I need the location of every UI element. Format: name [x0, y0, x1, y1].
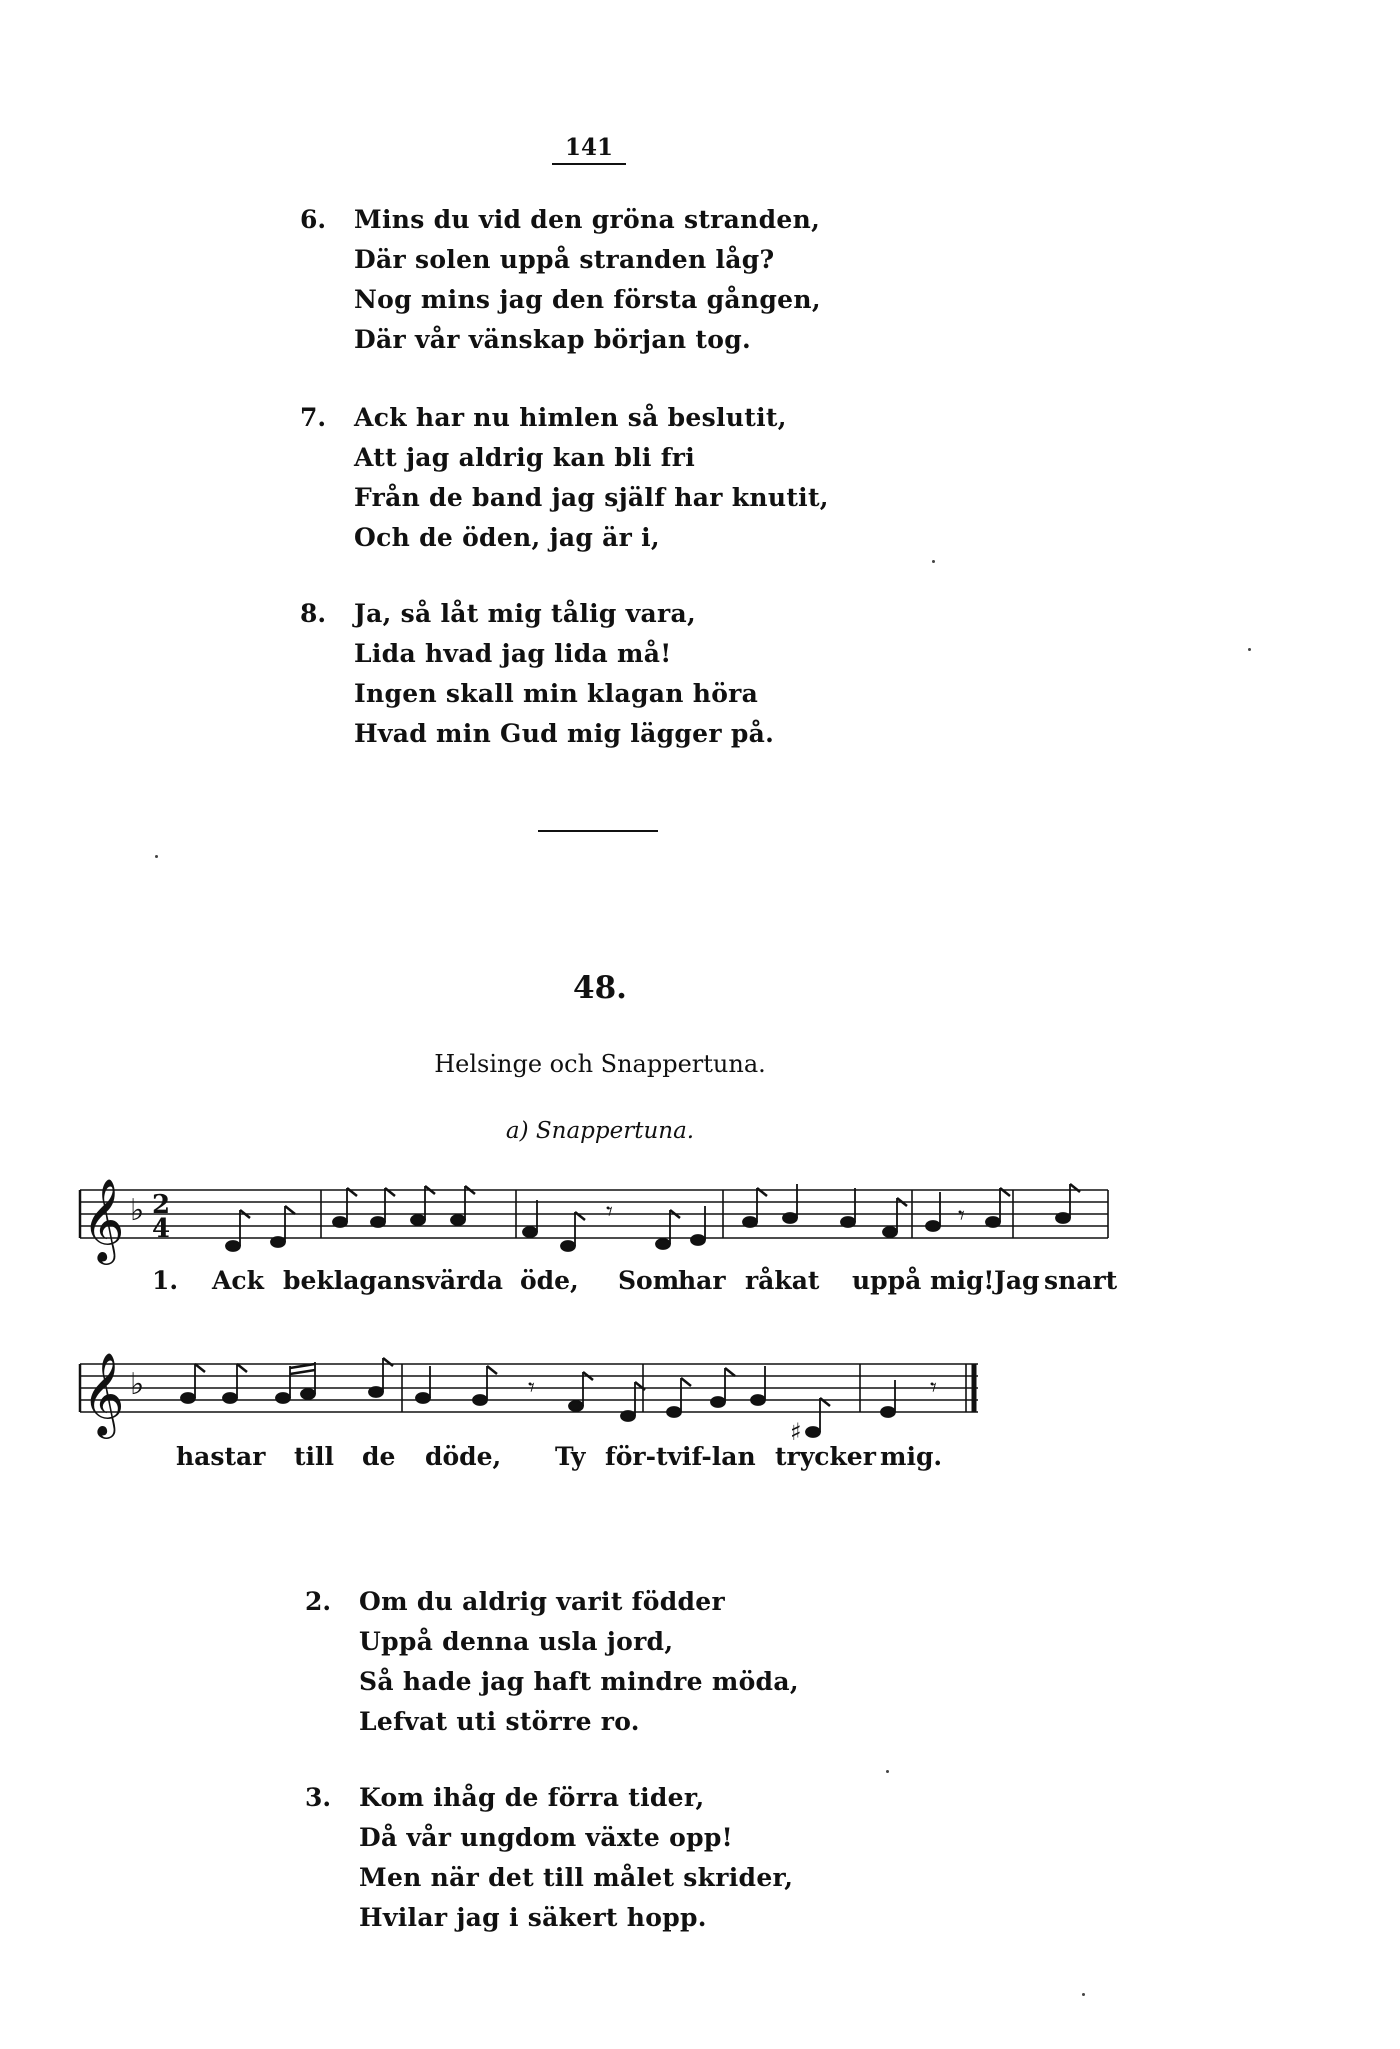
note-head [926, 1192, 940, 1231]
time-sig-top: 2 [152, 1190, 171, 1220]
music-staff-1 [78, 1170, 1118, 1280]
verse-line: Kom ihåg de förra tider, [359, 1783, 705, 1812]
lyric-syllable: Jag [994, 1266, 1040, 1295]
note-head [881, 1380, 895, 1417]
song-origin: Helsinge och Snappertuna. [434, 1050, 766, 1078]
verse-line: Mins du vid den gröna stranden, [354, 205, 821, 234]
note-head [883, 1198, 897, 1237]
lyric-syllable: de [362, 1442, 396, 1471]
note-head [986, 1188, 1000, 1227]
verse-line: Lefvat uti större ro. [359, 1707, 640, 1736]
note-head [656, 1210, 670, 1249]
sharp-icon: ♯ [790, 1418, 802, 1446]
note-head [411, 1186, 425, 1225]
lyric-syllable: hastar [176, 1442, 266, 1471]
verse-line: Att jag aldrig kan bli fri [354, 443, 696, 472]
verse-line: Hvilar jag i säkert hopp. [359, 1903, 707, 1932]
verse-line: Ingen skall min klagan höra [354, 679, 759, 708]
stanza-number: 2. [305, 1587, 332, 1616]
lyric-syllable: för-tvif-lan [605, 1442, 756, 1471]
note-head [371, 1188, 385, 1227]
stanza-number: 6. [300, 205, 327, 234]
page-number: 141 [552, 134, 626, 165]
lyric-syllable: mig! [930, 1266, 995, 1295]
note-head [569, 1372, 583, 1411]
stanza-6 [300, 200, 821, 360]
scan-speck [1248, 648, 1251, 651]
lyric-syllable: beklagansvärda [283, 1266, 503, 1295]
lyric-syllable: råkat [745, 1266, 820, 1295]
eighth-rest-icon: 𝄾 [958, 1201, 965, 1231]
lyrics-line-2 [0, 1442, 1400, 1482]
lyric-syllable: mig. [880, 1442, 943, 1471]
flat-icon: ♭ [130, 1367, 145, 1402]
scan-speck [155, 855, 158, 858]
note-head [751, 1366, 765, 1405]
verse-line: Ack har nu himlen så beslutit, [354, 403, 787, 432]
treble-clef-icon: 𝄞 [82, 1177, 125, 1261]
note-head [301, 1362, 315, 1399]
scan-speck [1082, 1993, 1085, 1996]
note-head [181, 1364, 195, 1403]
lyric-syllable: öde, [520, 1266, 579, 1295]
song-number: 48. [573, 970, 627, 1006]
note-head [333, 1188, 347, 1227]
note-head [743, 1188, 757, 1227]
lyric-syllable: döde, [425, 1442, 502, 1471]
verse-line: Så hade jag haft mindre möda, [359, 1667, 799, 1696]
lyric-syllable: trycker [775, 1442, 876, 1471]
stanza-number: 8. [300, 599, 327, 628]
lyric-syllable: har [678, 1266, 726, 1295]
verse-line: Från de band jag själf har knutit, [354, 483, 829, 512]
eighth-rest-icon: 𝄾 [930, 1373, 937, 1403]
stanza-8 [300, 594, 774, 754]
verse-line: Och de öden, jag är i, [354, 523, 660, 552]
verse-line: Uppå denna usla jord, [359, 1627, 674, 1656]
eighth-rest-icon: 𝄾 [528, 1373, 535, 1403]
verse-line: Hvad min Gud mig lägger på. [354, 719, 775, 748]
lyric-syllable: 1. [152, 1266, 179, 1295]
stanza-7 [300, 398, 829, 558]
lyric-syllable: Ty [555, 1442, 586, 1471]
eighth-rest-icon: 𝄾 [606, 1197, 613, 1227]
note-head [223, 1364, 237, 1403]
note-head [841, 1188, 855, 1227]
note-head [667, 1378, 681, 1417]
treble-clef-icon: 𝄞 [82, 1351, 125, 1435]
verse-line: Där solen uppå stranden låg? [354, 245, 775, 274]
stanza-2 [305, 1582, 799, 1742]
note-head [806, 1398, 820, 1437]
section-divider [538, 830, 658, 832]
note-head [523, 1200, 537, 1237]
note-head [561, 1212, 575, 1251]
note-head [451, 1186, 465, 1225]
verse-line: Om du aldrig varit födder [359, 1587, 725, 1616]
verse-line: Men när det till målet skrider, [359, 1863, 794, 1892]
flat-icon: ♭ [130, 1193, 145, 1228]
variant-label: a) Snappertuna. [505, 1118, 695, 1144]
time-sig-bottom: 4 [152, 1214, 171, 1244]
lyric-syllable: Som [618, 1266, 680, 1295]
lyric-syllable: till [294, 1442, 335, 1471]
scan-speck [886, 1770, 889, 1773]
verse-line: Ja, så låt mig tålig vara, [354, 599, 697, 628]
note-head [473, 1366, 487, 1405]
note-head [416, 1366, 430, 1403]
stanza-3 [305, 1778, 793, 1938]
scan-speck [932, 560, 935, 563]
stanza-number: 7. [300, 403, 327, 432]
verse-line: Då vår ungdom växte opp! [359, 1823, 733, 1852]
note-head [226, 1210, 240, 1251]
stanza-number: 3. [305, 1783, 332, 1812]
lyric-syllable: snart [1044, 1266, 1118, 1295]
verse-line: Lida hvad jag lida må! [354, 639, 672, 668]
music-staff-2 [78, 1344, 998, 1454]
lyric-syllable: Ack [212, 1266, 264, 1295]
lyrics-line-1 [0, 1266, 1400, 1306]
note-head [276, 1366, 290, 1403]
lyric-syllable: uppå [852, 1266, 922, 1295]
verse-line: Nog mins jag den första gången, [354, 285, 821, 314]
verse-line: Där vår vänskap början tog. [354, 325, 751, 354]
